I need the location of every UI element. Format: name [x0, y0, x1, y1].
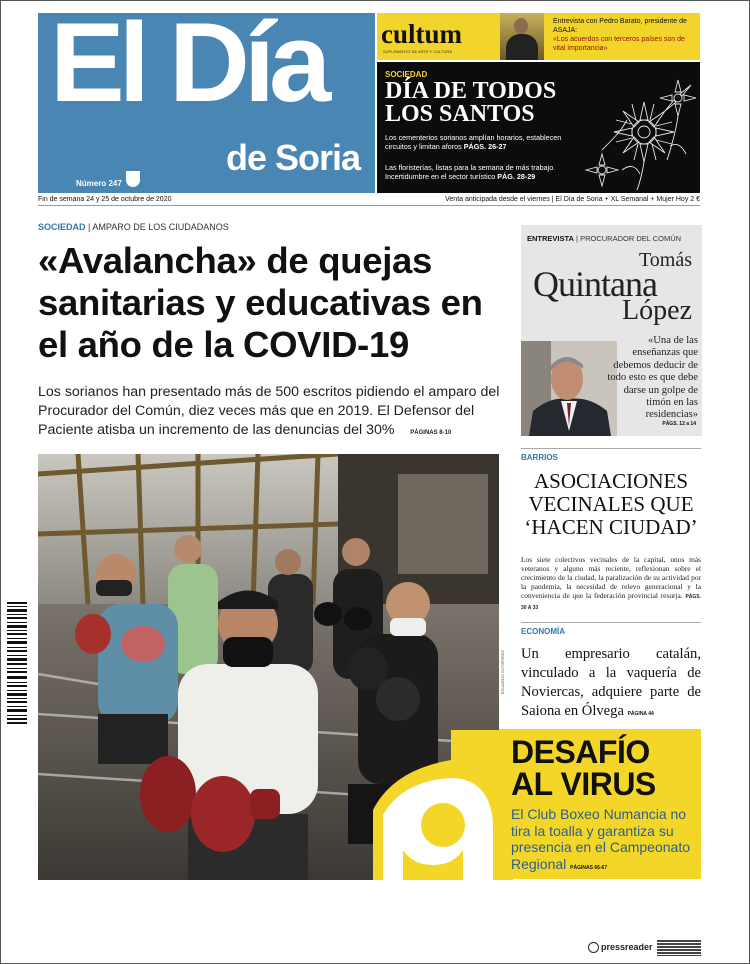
interview-kicker: ENTREVISTA | PROCURADOR DEL COMÚN: [527, 234, 682, 243]
page-ref: PÁGINAS 66-67: [570, 864, 608, 871]
cultum-tagline: SUPLEMENTO DE ARTE Y CULTURA: [383, 49, 452, 54]
todos-los-santos-promo[interactable]: [377, 62, 700, 193]
cultum-intro: Entrevista con Pedro Barato, presidente de ASAJA:: [553, 18, 687, 34]
desafio-body: El Club Boxeo Numancia no tira la toalla y garantiza su presencia en el Campeonato Regional PÁGINAS 66-67: [511, 806, 691, 872]
price-info: Venta anticipada desde el viernes | El Día de Soria + XL Semanal + Mujer Hoy 2 €: [445, 196, 700, 203]
issue-number: Número 247: [76, 179, 122, 188]
main-kicker: SOCIEDAD | AMPARO DE LOS CIUDADANOS: [38, 222, 229, 232]
photo-credit: EDUARDO GUTIÉRREZ: [500, 650, 505, 695]
main-section: SOCIEDAD: [38, 222, 86, 232]
cultum-text: [553, 17, 699, 53]
sociedad-kicker: SOCIEDAD: [385, 70, 428, 79]
cultum-logo: cultum: [381, 19, 462, 49]
interview-section: ENTREVISTA: [527, 234, 574, 243]
page-ref: PÁGS. 26-27: [463, 142, 507, 151]
masthead[interactable]: [38, 0, 375, 193]
page-ref: PÁGS. 12 a 14: [662, 421, 696, 427]
economia-kicker: ECONOMÍA: [521, 627, 565, 636]
pressreader-footer[interactable]: [588, 938, 700, 958]
main-deck: Los sorianos han presentado más de 500 escritos pidiendo el amparo del Procurador del Común, diez veces más que en 2019. El Defensor del Paciente atisba un incremento de las denuncias del 30% PÁGINAS 8-10: [38, 384, 500, 438]
soria-crest-icon: [126, 171, 140, 187]
barrios-headline[interactable]: ASOCIACIONES VECINALES QUE ‘HACEN CIUDAD’: [524, 469, 698, 539]
masthead-subtitle: de Soria: [226, 137, 361, 178]
pressreader-logo: pressreader: [588, 942, 653, 953]
main-topic: AMPARO DE LOS CIUDADANOS: [92, 222, 229, 232]
main-headline[interactable]: «Avalancha» de quejas sanitarias y educativas en el año de la COVID-19: [38, 240, 483, 365]
interviewee-first-name: Tomás: [638, 249, 692, 271]
pressreader-icon: [588, 942, 599, 953]
page-ref: PÁG. 28-29: [497, 172, 536, 181]
interview-topic: PROCURADOR DEL COMÚN: [580, 234, 682, 243]
barrios-body: Los siete colectivos vecinales de la capital, unos más veteranos y alguno más reciente, reflexionan sobre el crecimiento de la ciudad, la paralización de su actividad por la pandemia, la necesidad de relevo generacional y la conveniencia de que la federación provincial resurja. PÁGS. 30 A 33: [521, 555, 701, 611]
floristerias-text: Las floristerías, listas para la semana de más trabajo. Incertidumbre en el sector turístico PÁG. 28-29: [385, 163, 556, 181]
cultum-quote: «Los acuerdos con terceros países son de vital importancia»: [553, 36, 685, 52]
cultum-promo[interactable]: [377, 13, 700, 60]
todos-los-santos-headline: DÍA DE TODOS LOS SANTOS: [385, 78, 557, 127]
page-ref: PÁGINAS 8-10: [410, 430, 452, 436]
barcode: [5, 600, 29, 726]
page-ref: PÁGS. 30 A 33: [521, 594, 701, 611]
interviewee-surname-2: López: [622, 295, 692, 326]
cementerios-text: Los cementerios sorianos amplían horarios, establecen circuitos y limitan aforos PÁGS. 26-27: [385, 133, 562, 151]
barrios-kicker: BARRIOS: [521, 453, 558, 462]
divider: [521, 622, 701, 623]
date: Fin de semana 24 y 25 de octubre de 2020: [38, 196, 172, 203]
pedro-barato-photo: [500, 13, 544, 60]
dateline-bar: [38, 194, 700, 206]
interview-box[interactable]: [521, 225, 702, 436]
desafio-al-virus-box[interactable]: [499, 729, 701, 879]
masthead-title: El Día: [50, 0, 326, 125]
divider: [521, 448, 701, 449]
interviewee-surname-1: Quintana: [533, 264, 657, 304]
fine-print: [657, 940, 701, 956]
numancia-nine-graphic: [373, 730, 513, 880]
page-ref: PÁGINA 44: [627, 711, 654, 717]
chrysanthemum-illustration: [582, 70, 698, 190]
interview-quote: «Una de las enseñanzas que debemos deducir de todo esto es que debe darse un golpe de timón en las residencias»: [607, 335, 698, 421]
desafio-headline: DESAFÍO AL VIRUS: [511, 734, 656, 802]
economia-headline[interactable]: Un empresario catalán, vinculado a la vaquería de Noviercas, adquiere parte de Saiona en Ólvega PÁGINA 44: [521, 646, 701, 719]
